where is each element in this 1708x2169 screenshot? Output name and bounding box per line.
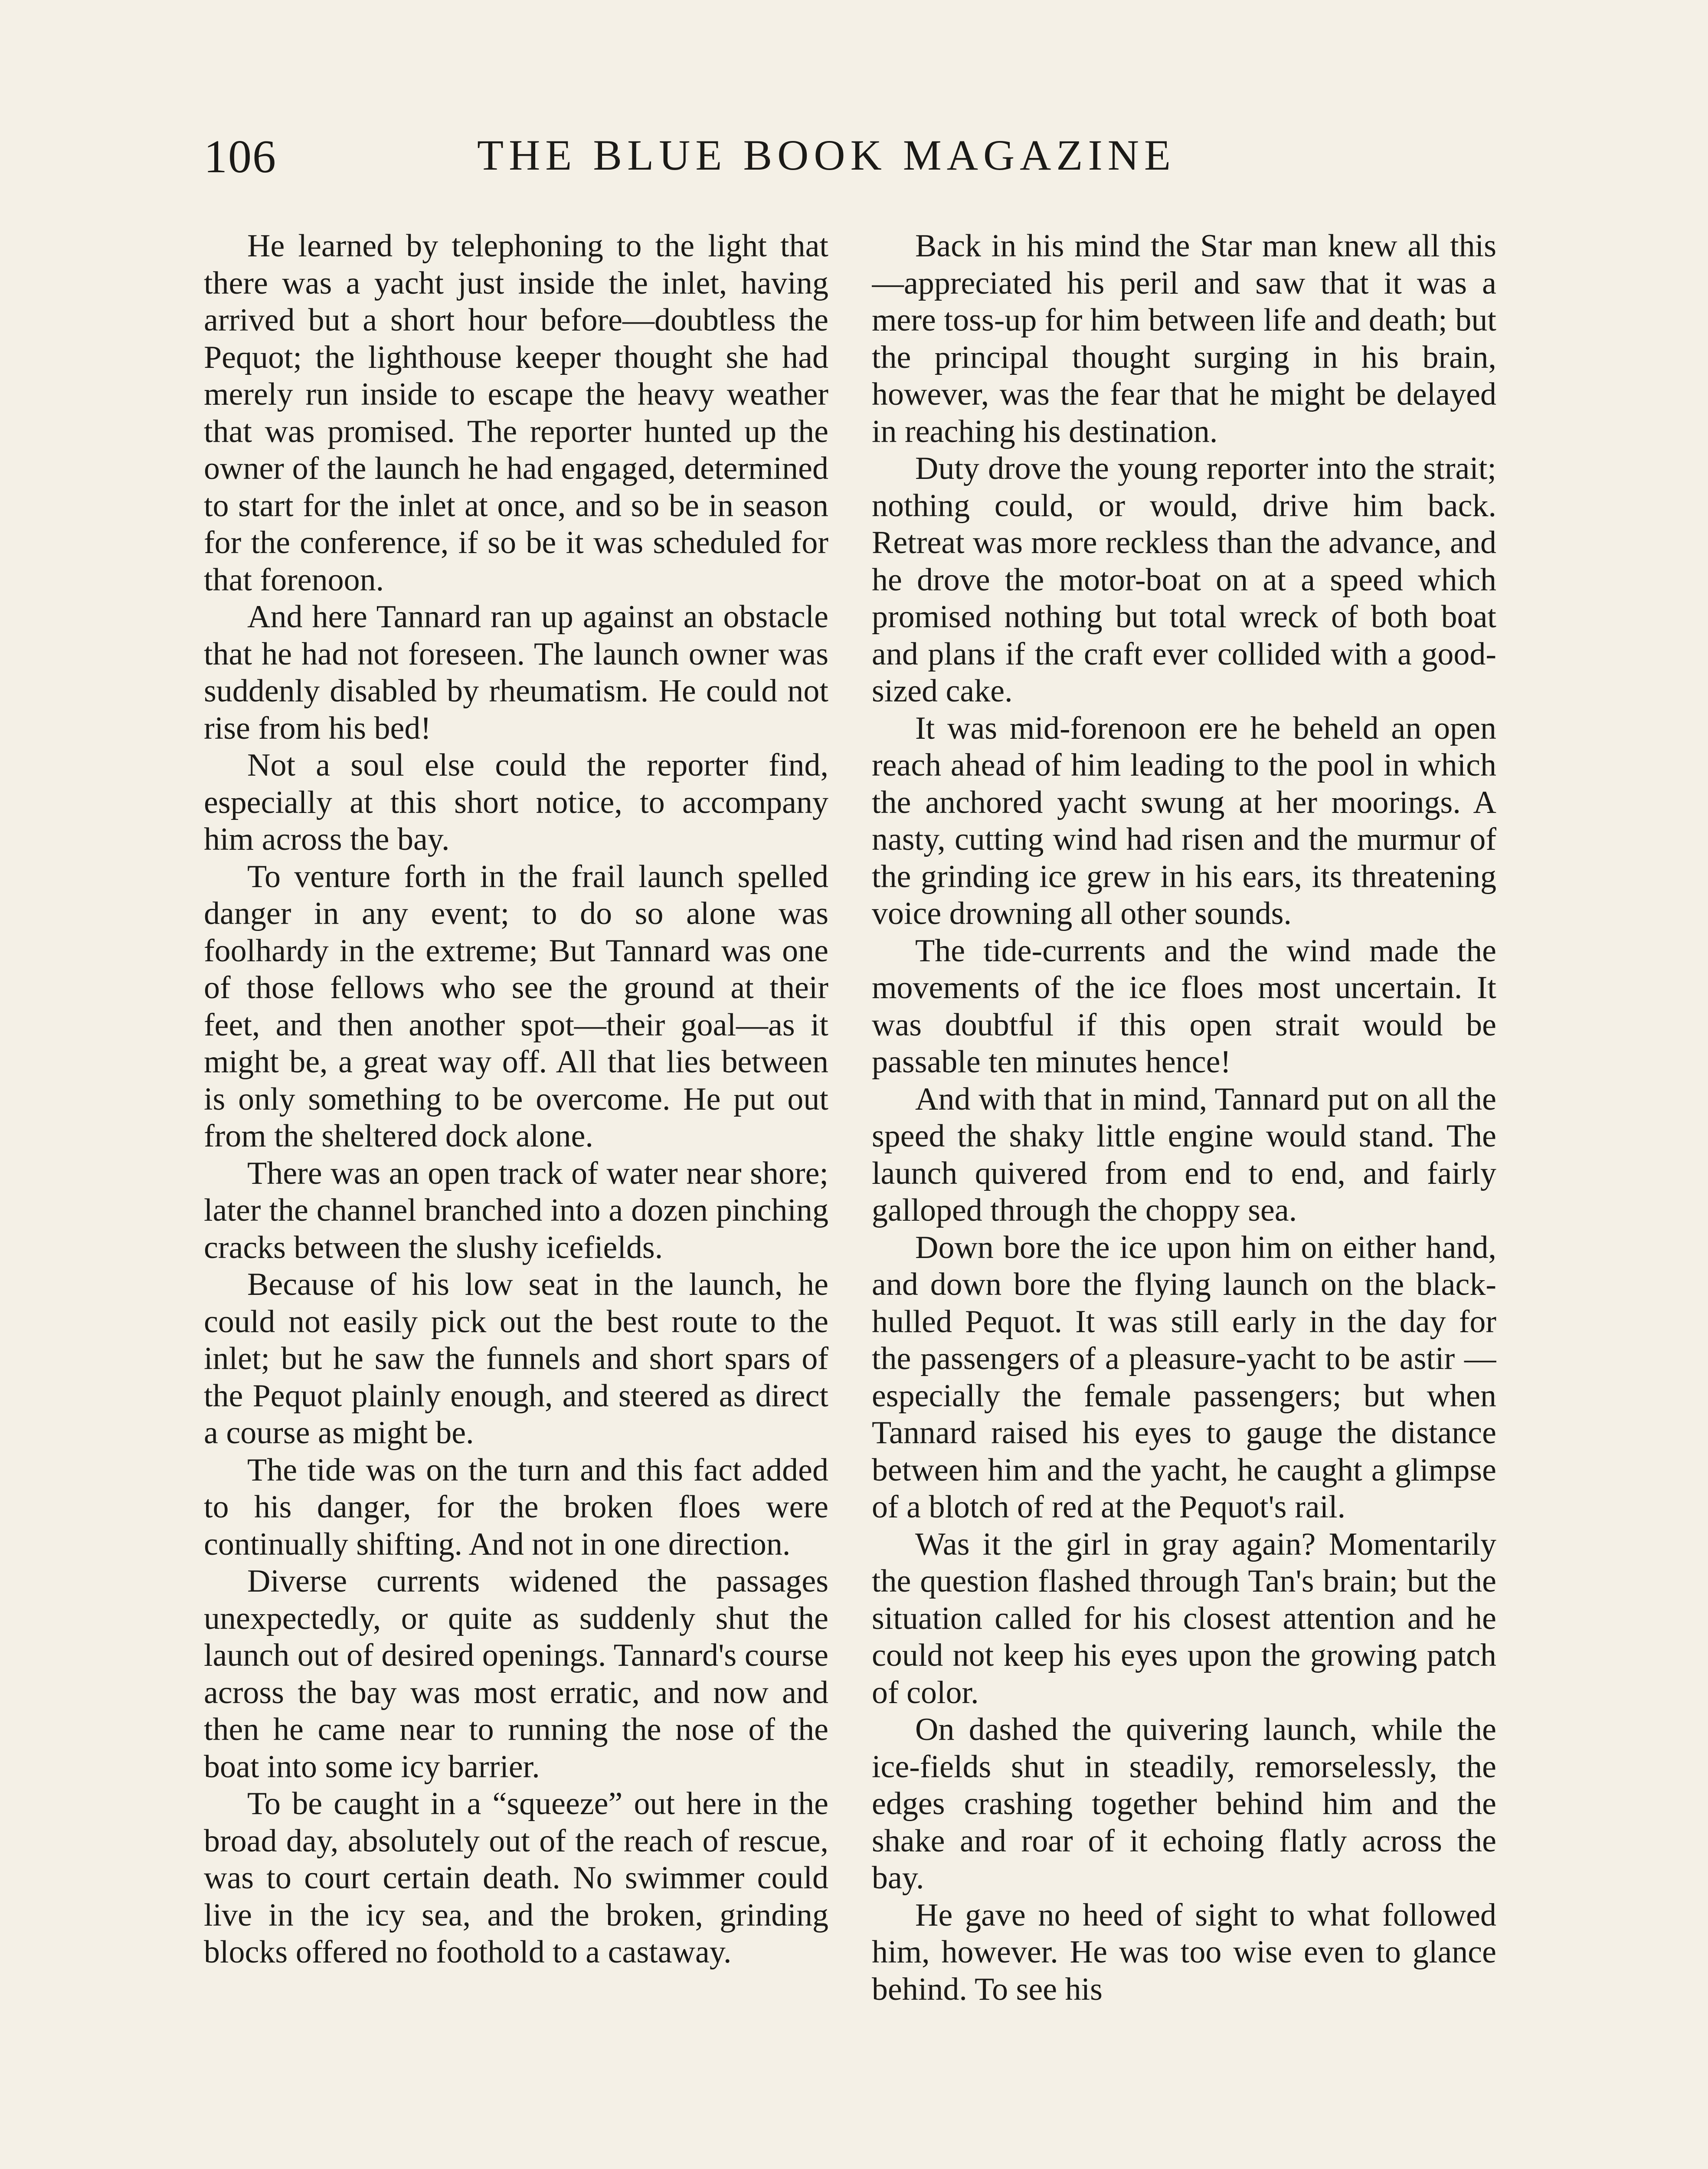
paragraph: He gave no heed of sight to what followed him, however. He was too wise even to glance behind. To see his (872, 1897, 1496, 2007)
page-header (204, 130, 1496, 191)
right-column (872, 228, 1496, 2169)
left-column (204, 228, 828, 2169)
paragraph: He learned by telephoning to the light that there was a yacht just inside the inlet, having arrived but a short hour before—doubtless the Pequot; the lighthouse keeper thought she had merely run inside to escape the heavy weather that was promised. The reporter hunted up the owner of the launch he had engaged, determined to start for the inlet at once, and so be in season for the conference, if so be it was scheduled for that forenoon. (204, 228, 828, 598)
paragraph: Because of his low seat in the launch, he could not easily pick out the best route to the inlet; but he saw the funnels and short spars of the Pequot plainly enough, and steered as direct a course as might be. (204, 1267, 828, 1451)
paragraph: And here Tannard ran up against an obstacle that he had not foreseen. The launch owner was suddenly disabled by rheumatism. He could not rise from his bed! (204, 599, 828, 746)
paragraph: Down bore the ice upon him on either hand, and down bore the flying launch on the black-hulled Pequot. It was still early in the day for the passengers of a pleasure-yacht to be astir —especially the female passengers; but when Tannard raised his eyes to gauge the distance between him and the yacht, he caught a glimpse of a blotch of red at the Pequot's rail. (872, 1229, 1496, 1525)
paragraph: Was it the girl in gray again? Momentarily the question flashed through Tan's brain; but the situation called for his closest attention and he could not keep his eyes upon the growing patch of color. (872, 1526, 1496, 1710)
paragraph: The tide was on the turn and this fact added to his danger, for the broken floes were continually shifting. And not in one direction. (204, 1452, 828, 1562)
article-body (204, 228, 1505, 2169)
paragraph: The tide-currents and the wind made the movements of the ice floes most uncertain. It was doubtful if this open strait would be passable ten minutes hence! (872, 933, 1496, 1080)
paragraph: And with that in mind, Tannard put on all the speed the shaky little engine would stand. The launch quivered from end to end, and fairly galloped through the choppy sea. (872, 1081, 1496, 1228)
paragraph: To venture forth in the frail launch spelled danger in any event; to do so alone was foolhardy in the extreme; But Tannard was one of those fellows who see the ground at their feet, and then another spot—their goal—as it might be, a great way off. All that lies between is only something to be overcome. He put out from the sheltered dock alone. (204, 858, 828, 1154)
paragraph: Duty drove the young reporter into the strait; nothing could, or would, drive him back. Retreat was more reckless than the advance, and he drove the motor-boat on at a speed which promised nothing but total wreck of both boat and plans if the craft ever collided with a good-sized cake. (872, 451, 1496, 709)
paragraph: To be caught in a “squeeze” out here in the broad day, absolutely out of the reach of rescue, was to court certain death. No swimmer could live in the icy sea, and the broken, grinding blocks offered no foothold to a castaway. (204, 1786, 828, 1970)
paragraph: It was mid-forenoon ere he beheld an open reach ahead of him leading to the pool in which the anchored yacht swung at her moorings. A nasty, cutting wind had risen and the murmur of the grinding ice grew in his ears, its threatening voice drowning all other sounds. (872, 710, 1496, 931)
paragraph: There was an open track of water near shore; later the channel branched into a dozen pinching cracks between the slushy icefields. (204, 1155, 828, 1265)
page-number: 106 (204, 131, 277, 183)
magazine-title: THE BLUE BOOK MAGAZINE (477, 131, 1176, 179)
paragraph: On dashed the quivering launch, while the ice-fields shut in steadily, remorselessly, the edges crashing together behind him and the shake and roar of it echoing flatly across the bay. (872, 1712, 1496, 1896)
paragraph: Back in his mind the Star man knew all this—appreciated his peril and saw that it was a mere toss-up for him between life and death; but the principal thought surging in his brain, however, was the fear that he might be delayed in reaching his destination. (872, 228, 1496, 449)
paragraph: Diverse currents widened the passages unexpectedly, or quite as suddenly shut the launch out of desired openings. Tannard's course across the bay was most erratic, and now and then he came near to running the nose of the boat into some icy barrier. (204, 1563, 828, 1785)
paragraph: Not a soul else could the reporter find, especially at this short notice, to accompany him across the bay. (204, 747, 828, 857)
